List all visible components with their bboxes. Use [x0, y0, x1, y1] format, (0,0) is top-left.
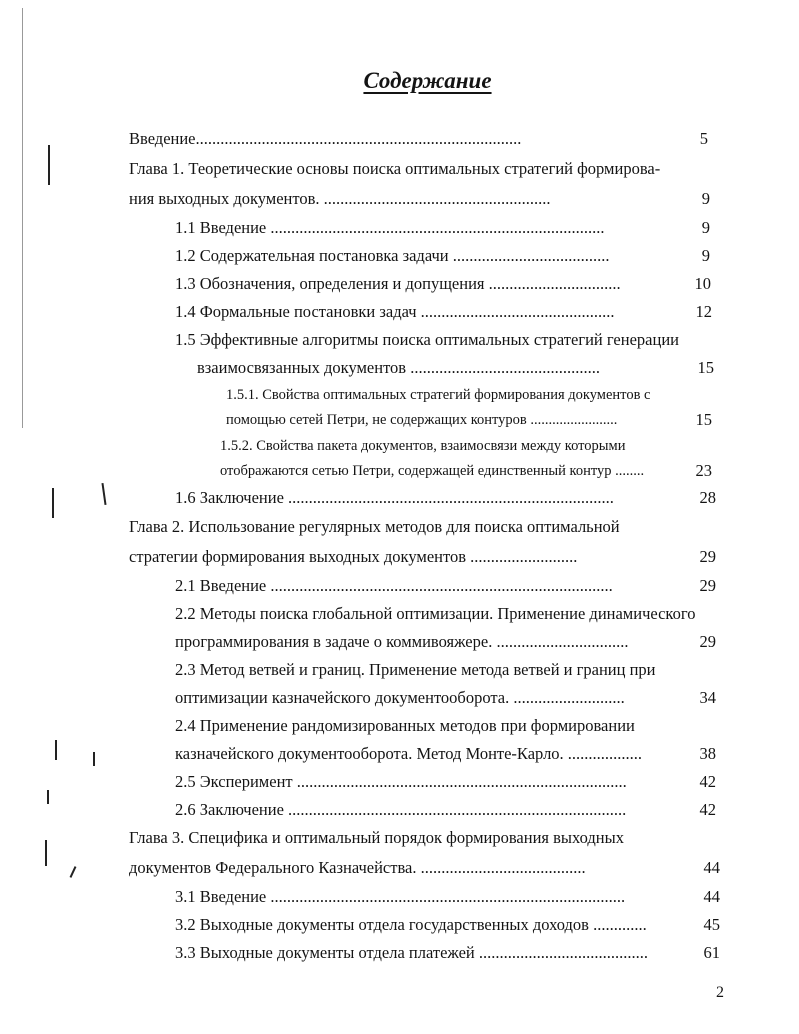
scan-mark [52, 488, 54, 518]
toc-entry: оптимизации казначейского документооборота. ........................... [175, 688, 625, 707]
toc-entry: 3.3 Выходные документы отдела платежей ......................................... [175, 943, 648, 962]
toc-page-number: 42 [699, 800, 716, 819]
toc-page-number: 44 [703, 858, 720, 877]
toc-entry: Глава 1. Теоретические основы поиска оптимальных стратегий формирова- [129, 159, 661, 178]
toc-page-number: 44 [703, 887, 720, 906]
toc-entry: 1.2 Содержательная постановка задачи ...................................... [175, 246, 610, 265]
scan-mark [47, 790, 49, 804]
page-number: 2 [716, 984, 724, 1001]
toc-entry: программирования в задаче о коммивояжере. ................................ [175, 632, 629, 651]
toc-entry: 1.5.1. Свойства оптимальных стратегий формирования документов с [226, 387, 651, 403]
scan-mark [45, 840, 47, 866]
toc-page-number: 15 [697, 358, 714, 377]
toc-entry: взаимосвязанных документов .............................................. [197, 358, 600, 377]
toc-page-number: 61 [703, 943, 720, 962]
toc-entry: ния выходных документов. ....................................................... [129, 189, 551, 208]
toc-entry: Введение............................................................................... [129, 129, 522, 148]
toc-entry: стратегии формирования выходных документов .......................... [129, 547, 578, 566]
toc-page-number: 9 [701, 246, 710, 265]
scan-mark [55, 740, 57, 760]
toc-entry: Глава 3. Специфика и оптимальный порядок формирования выходных [129, 828, 624, 847]
toc-entry: 1.5 Эффективные алгоритмы поиска оптимальных стратегий генерации [175, 330, 679, 349]
toc-page-number: 42 [699, 772, 716, 791]
toc-entry: 2.2 Методы поиска глобальной оптимизации. Применение динамического [175, 604, 696, 623]
toc-entry: 3.1 Введение ...................................................................................... [175, 887, 626, 906]
toc-entry: 2.4 Применение рандомизированных методов при формировании [175, 716, 635, 735]
toc-entry: документов Федерального Казначейства. ........................................ [129, 858, 586, 877]
toc-page-number: 9 [701, 189, 710, 208]
scan-mark [70, 866, 77, 878]
toc-entry: казначейского документооборота. Метод Монте-Карло. .................. [175, 744, 643, 763]
toc-page-number: 9 [701, 218, 710, 237]
toc-page-number: 12 [695, 302, 712, 321]
toc-page-number: 15 [695, 410, 712, 429]
toc-entry: помощью сетей Петри, не содержащих контуров ........................ [226, 412, 618, 428]
toc-page-number: 28 [699, 488, 716, 507]
toc-page-number: 29 [699, 632, 716, 651]
toc-entry: 2.1 Введение ................................................................................... [175, 576, 613, 595]
page-title: Содержание [363, 68, 492, 93]
toc-entry: 2.3 Метод ветвей и границ. Применение метода ветвей и границ при [175, 660, 656, 679]
toc-page-number: 5 [699, 129, 708, 148]
toc-entry: 1.1 Введение ................................................................................. [175, 218, 605, 237]
toc-entry: 1.3 Обозначения, определения и допущения ................................ [175, 274, 621, 293]
toc-entry: отображаются сетью Петри, содержащей единственный контур ........ [220, 463, 645, 479]
toc-entry: 1.4 Формальные постановки задач ............................................... [175, 302, 615, 321]
toc-entry: 2.6 Заключение .................................................................................. [175, 800, 627, 819]
toc-page-number: 45 [703, 915, 720, 934]
toc-page-number: 10 [694, 274, 711, 293]
toc-entry: 3.2 Выходные документы отдела государственных доходов ............. [175, 915, 647, 934]
toc-page-number: 29 [699, 576, 716, 595]
scan-mark [101, 483, 106, 505]
toc-page-number: 23 [695, 461, 712, 480]
scan-mark [48, 145, 50, 185]
toc-entry: 2.5 Эксперимент ................................................................................ [175, 772, 627, 791]
toc-page-number: 29 [699, 547, 716, 566]
toc-entry: 1.6 Заключение ............................................................................... [175, 488, 614, 507]
toc-page-number: 38 [699, 744, 716, 763]
toc-entry: 1.5.2. Свойства пакета документов, взаимосвязи между которыми [220, 438, 626, 454]
scan-mark [93, 752, 95, 766]
toc-page-number: 34 [699, 688, 716, 707]
toc-entry: Глава 2. Использование регулярных методов для поиска оптимальной [129, 517, 620, 536]
